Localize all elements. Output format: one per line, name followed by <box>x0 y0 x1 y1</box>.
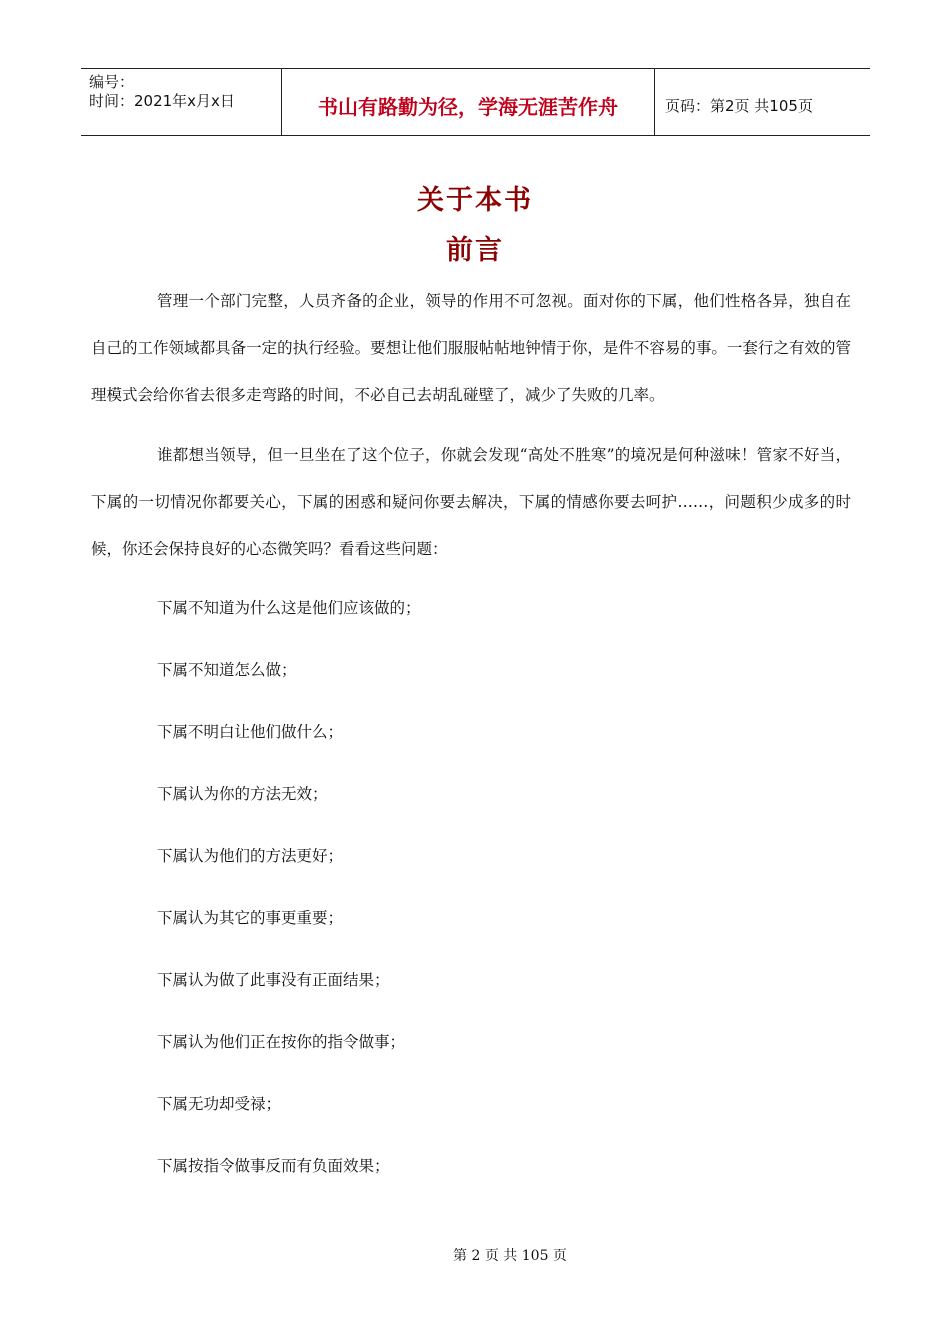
problem-list <box>157 585 421 1205</box>
list-item: 下属按指令做事反而有负面效果； <box>157 1157 390 1175</box>
list-item: 下属认为你的方法无效； <box>157 785 328 803</box>
list-item: 下属认为他们正在按你的指令做事； <box>157 1033 406 1051</box>
page-info-cell <box>655 69 870 135</box>
section-title: 前言 <box>446 235 504 266</box>
paragraph: 管理一个部门完整，人员齐备的企业，领导的作用不可忽视。面对你的下属，他们性格各异，独自在自己的工作领域都具备一定的执行经验。要想让他们服服帖帖地钟情于你，是件不容易的事。一套行之有效的管理模式会给你省去很多走弯路的时间，不必自己去胡乱碰壁了，减少了失败的几率。 <box>91 292 851 404</box>
number-label: 编号： <box>89 73 135 91</box>
list-item: 下属认为其它的事更重要； <box>157 909 344 927</box>
list-item: 下属认为做了此事没有正面结果； <box>157 971 390 989</box>
page-footer: 第 2 页 共 105 页 <box>453 1248 567 1264</box>
list-item: 下属认为他们的方法更好； <box>157 847 344 865</box>
motto-text: 书山有路勤为径，学海无涯苦作舟 <box>318 94 618 119</box>
list-item: 下属不明白让他们做什么； <box>157 723 344 741</box>
page-info-text: 页码：第2页 共105页 <box>665 96 813 115</box>
list-item: 下属不知道为什么这是他们应该做的； <box>157 599 421 617</box>
paragraph: 谁都想当领导，但一旦坐在了这个位子，你就会发现“高处不胜寒”的境况是何种滋味！管家不好当，下属的一切情况你都要关心，下属的困惑和疑问你要去解决，下属的情感你要去呵护……，问题积少成多的时候，你还会保持良好的心态微笑吗？看看这些问题： <box>91 446 851 558</box>
header-meta-cell <box>81 69 282 135</box>
list-item: 下属无功却受禄； <box>157 1095 282 1113</box>
motto-cell <box>282 69 655 135</box>
document-header <box>81 68 870 136</box>
list-item: 下属不知道怎么做； <box>157 661 297 679</box>
page-title: 关于本书 <box>417 185 533 216</box>
date-label: 时间：2021年x月x日 <box>89 92 235 110</box>
